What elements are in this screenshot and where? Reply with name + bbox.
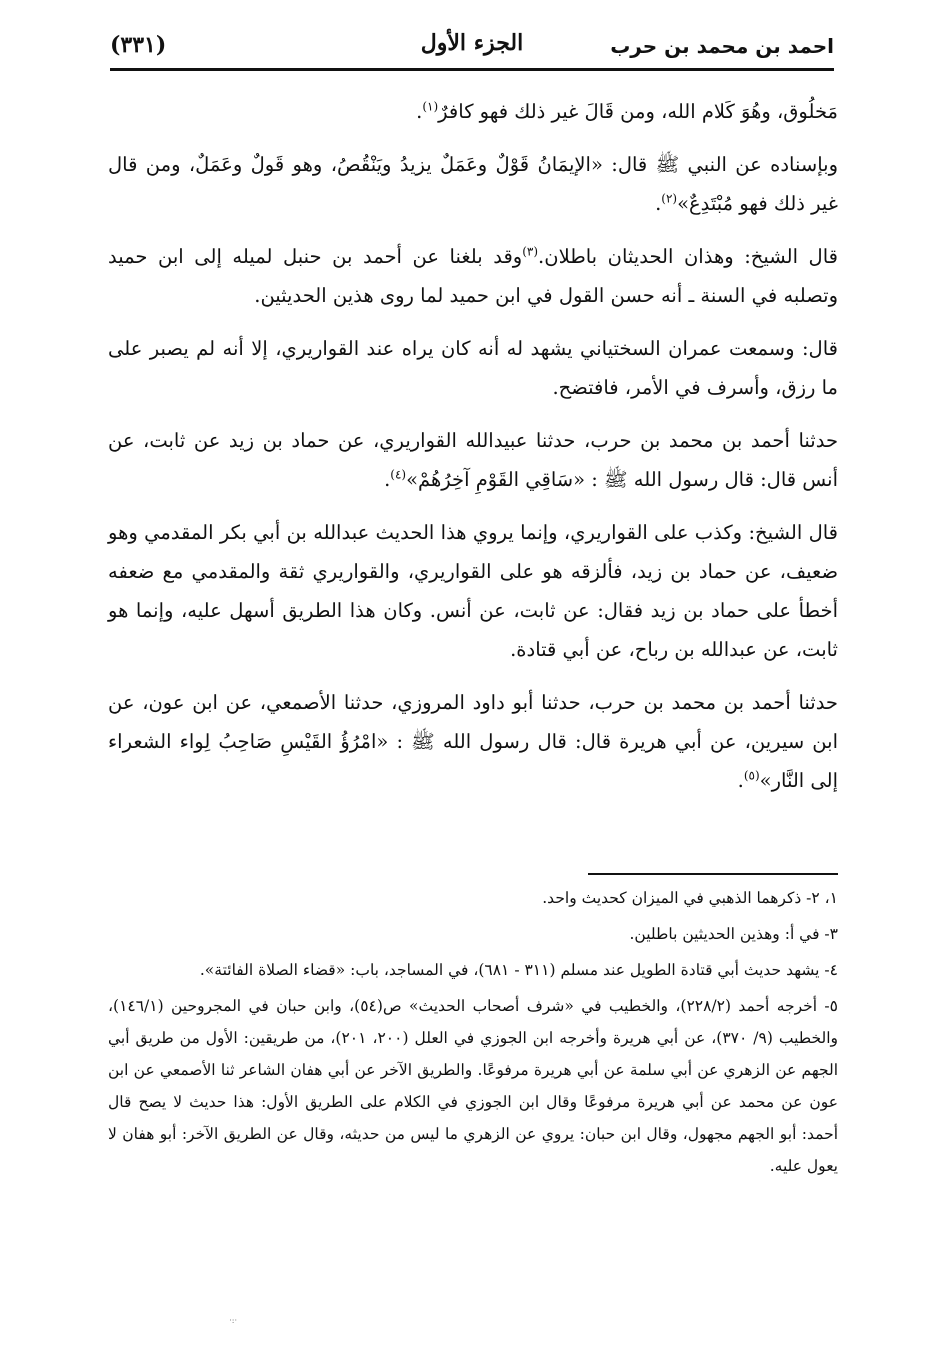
page-header [110,28,834,71]
footnotes [108,882,838,1182]
paragraph-7: حدثنا أحمد بن محمد بن حرب، حدثنا أبو داود المروزي، حدثنا الأصمعي، عن ابن عون، عن ابن سيرين، عن أبي هريرة قال: قال رسول الله ﷺ : «امْرُؤُ القَيْسِ صَاحِبُ لِواء الشعراء إلى النَّار»$^{(٥)}$. [108,691,838,792]
footnote-4: ٤- يشهد حديث أبي قتادة الطويل عند مسلم (٣١١ - ٦٨١)، في المساجد، باب: «قضاء الصلاة الفائتة». [199,961,838,979]
footnote-ref-3: (٣) [522,244,539,259]
paragraph-1: مَخلُوق، وهُوَ كَلام الله، ومن قَالَ غير ذلك فهو كافرٌ$^{(١)}$. [416,99,838,123]
paragraph-4-text: قال: وسمعت عمران السختياني يشهد له أنه كان يراه عند القواريري، إلا أنه لم يصبر على ما رزق، وأسرف في الأمر، فافتضح. [108,337,838,399]
footnote-ref-4: (٤) [390,467,407,482]
paragraph-3-text-a: قال الشيخ: وهذان الحديثان باطلان. [538,245,838,268]
paragraph-3-text-b: وقد بلغنا عن أحمد بن حنبل لميله إلى ابن حميد وتصلبه في السنة ـ أنه حسن القول في ابن حميد لما روى هذين الحديثين. [108,245,838,307]
footnote-5: ٥- أخرجه أحمد (٢٢٨/٢)، والخطيب في «شرف أصحاب الحديث» ص(٥٤)، وابن حبان في المجروحين (١٤٦/١)، والخطيب (٩/ ٣٧٠)، عن أبي هريرة وأخرجه ابن الجوزي في العلل (٢٠٠، ٢٠١)، من طريقين: الأول من طريق أبي الجهم عن الزهري عن أبي سلمة عن أبي هريرة مرفوعًا. والطريق الآخر عن أبي هفان الشاعر ثنا الأصمعي عن ابن عون عن محمد عن أبي هريرة مرفوعًا وقال ابن الجوزي في الكلام على الطريق الأول: هذا حديث لا يصح قال أحمد: أبو الجهم مجهول، وقال ابن حبان: يروي عن الزهري ما ليس من حديثه، وقال عن الطريق الآخر: أبو هفان لا يعول عليه. [108,997,839,1175]
scan-speck: ·:· [229,1316,237,1325]
paragraph-1-text: مَخلُوق، وهُوَ كَلام الله، ومن قَالَ غير ذلك فهو كافرٌ [438,100,838,123]
paragraph-2: وبإسناده عن النبي ﷺ قال: «الإيمَانُ قَوْلٌ وعَمَلٌ يزيدُ ويَنْقُصُ، وهو قَولٌ وعَمَلٌ، ومن قال غير ذلك فهو مُبْتَدِعٌ»$^{(٢)}$. [108,153,838,215]
footnote-ref-1: (١) [422,99,439,114]
paragraph-6 [108,513,838,669]
paragraph-5: حدثنا أحمد بن محمد بن حرب، حدثنا عبيدالله القواريري، عن حماد بن زيد عن ثابت، عن أنس قال: قال رسول الله ﷺ : «سَاقِي القَوْمِ آخِرُهُمْ»$^{(٤)}$. [108,429,838,491]
paragraph-7-text: حدثنا أحمد بن محمد بن حرب، حدثنا أبو داود المروزي، حدثنا الأصمعي، عن ابن عون، عن ابن سيرين، عن أبي هريرة قال: قال رسول الله ﷺ : «امْرُؤُ القَيْسِ صَاحِبُ لِواء الشعراء إلى النَّار» [108,691,838,792]
main-text [108,92,838,814]
page-number: (٣٣١) [110,32,167,58]
paragraph-6-text: قال الشيخ: وكذب على القواريري، وإنما يروي هذا الحديث عبدالله بن أبي بكر المقدمي وهو ضعيف، عن حماد بن زيد، فألزقه هو على القواريري، والقواريري ثقة والمقدمي مع ضعفه أخطأ على حماد بن زيد فقال: عن ثابت، عن أنس. وكان هذا الطريق أسهل عليه، وإنما هو ثابت، عن عبدالله بن رباح، عن أبي قتادة. [108,521,838,661]
footnote-1-2: ١، ٢- ذكرهما الذهبي في الميزان كحديث واحد. [542,889,838,907]
paragraph-2-text: وبإسناده عن النبي ﷺ قال: «الإيمَانُ قَوْلٌ وعَمَلٌ يزيدُ ويَنْقُصُ، وهو قَولٌ وعَمَلٌ، ومن قال غير ذلك فهو مُبْتَدِعٌ» [108,153,838,215]
running-head-part: الجزء الأول [420,30,524,56]
footnote-separator [588,873,838,875]
paragraph-4 [108,329,838,407]
footnote-ref-5: (٥) [743,768,760,783]
paragraph-5-text: حدثنا أحمد بن محمد بن حرب، حدثنا عبيدالله القواريري، عن حماد بن زيد عن ثابت، عن أنس قال: قال رسول الله ﷺ : «سَاقِي القَوْمِ آخِرُهُمْ» [108,429,838,491]
footnote-3: ٣- في أ: وهذين الحديثين باطلين. [629,925,838,943]
running-head-author: احمد بن محمد بن حرب [610,34,834,58]
paragraph-3 [108,237,838,315]
footnote-ref-2: (٢) [661,191,678,206]
